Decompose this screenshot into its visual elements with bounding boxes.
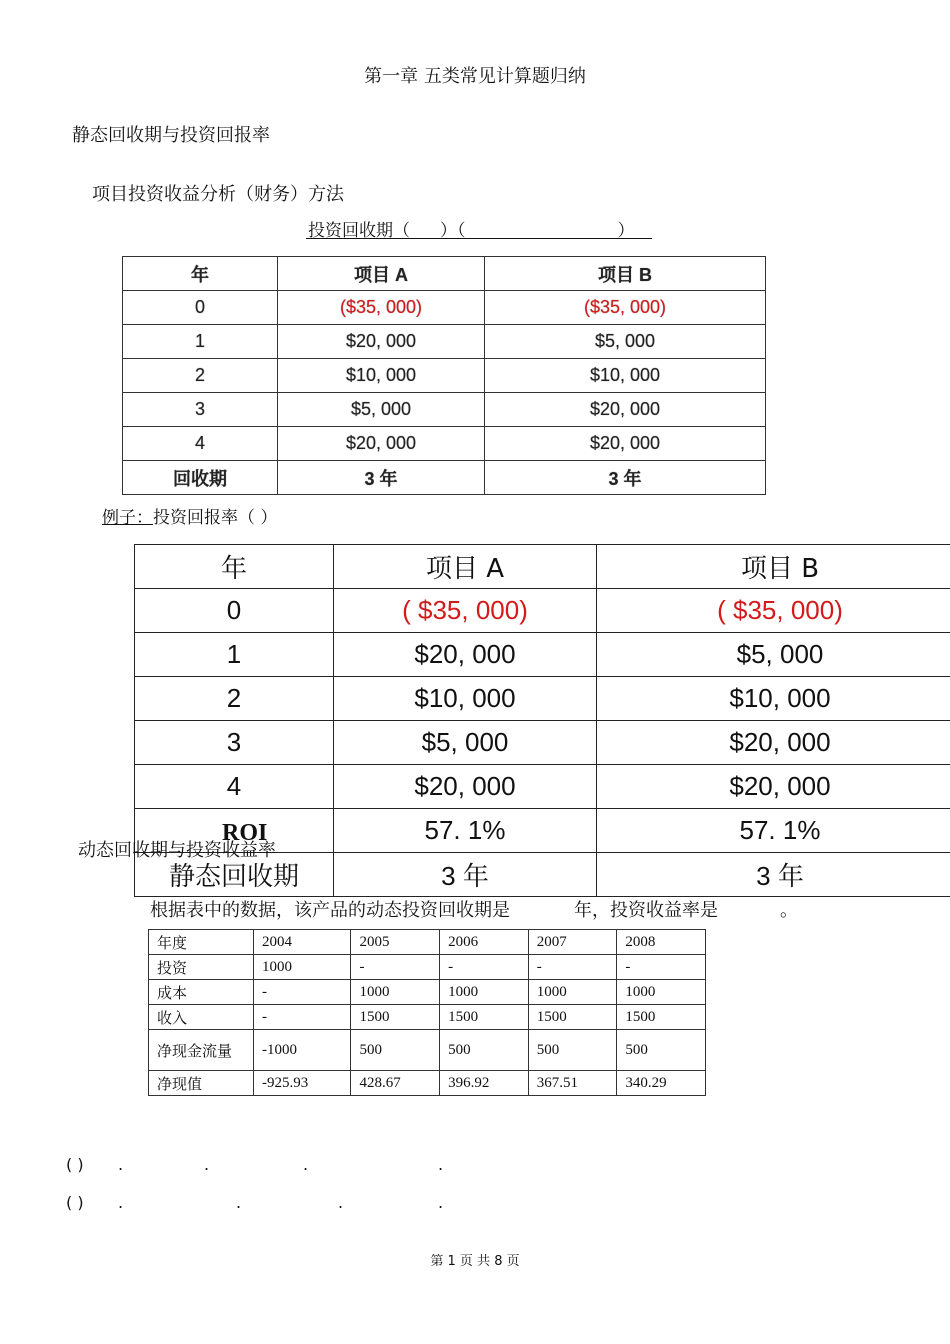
table-cell: $10, 000 bbox=[597, 677, 950, 721]
table-cell: 1500 bbox=[440, 1005, 529, 1030]
table-cell: 428.67 bbox=[351, 1071, 440, 1096]
table-header-cell: 项目 A bbox=[334, 545, 597, 589]
option-dot: . bbox=[236, 1193, 242, 1212]
table-row bbox=[135, 721, 950, 765]
table-cell: 500 bbox=[440, 1030, 529, 1071]
table-cell: 静态回收期 bbox=[135, 853, 334, 897]
table-cell: 3 年 bbox=[334, 853, 597, 897]
option-dot: . bbox=[438, 1155, 444, 1174]
table-cell: $10, 000 bbox=[334, 677, 597, 721]
table-cell: - bbox=[528, 955, 617, 980]
payback-mid: ）（ bbox=[440, 221, 466, 241]
table-header-cell: 项目 A bbox=[278, 257, 485, 291]
table-cell: $20, 000 bbox=[334, 765, 597, 809]
table-cell: 3 bbox=[123, 393, 278, 427]
table-header-row bbox=[123, 257, 766, 291]
question-part1: 根据表中的数据，该产品的动态投资回收期是 bbox=[150, 900, 510, 921]
table-cell: 3 年 bbox=[485, 461, 766, 495]
table-cell: 500 bbox=[351, 1030, 440, 1071]
section-heading-static: 静态回收期与投资回报率 bbox=[72, 125, 270, 146]
table-cell: $5, 000 bbox=[334, 721, 597, 765]
table-header-cell: 2008 bbox=[617, 930, 706, 955]
table-header-cell: 年度 bbox=[149, 930, 254, 955]
table-cell: 成本 bbox=[149, 980, 254, 1005]
table-cell: 396.92 bbox=[440, 1071, 529, 1096]
table-cell: $5, 000 bbox=[597, 633, 950, 677]
table-cell: $20, 000 bbox=[597, 721, 950, 765]
table-cell: $5, 000 bbox=[278, 393, 485, 427]
table-cell: $20, 000 bbox=[334, 633, 597, 677]
table-row bbox=[149, 1005, 706, 1030]
table-row bbox=[135, 589, 950, 633]
option-dot: . bbox=[438, 1193, 444, 1212]
table-cell: 1000 bbox=[351, 980, 440, 1005]
table-cell: 57. 1% bbox=[334, 809, 597, 853]
table-header-cell: 2005 bbox=[351, 930, 440, 955]
table-row bbox=[135, 633, 950, 677]
table-row bbox=[135, 765, 950, 809]
table-row bbox=[149, 955, 706, 980]
table-cell-negative: ( $35, 000) bbox=[597, 589, 950, 633]
table-row bbox=[123, 393, 766, 427]
option-bracket: ( ) bbox=[66, 1155, 84, 1174]
table-cell: 0 bbox=[135, 589, 334, 633]
table-cell: 3 bbox=[135, 721, 334, 765]
table-header-cell: 项目 B bbox=[485, 257, 766, 291]
table-header-row bbox=[149, 930, 706, 955]
option-dot: . bbox=[118, 1155, 124, 1174]
table-row bbox=[135, 677, 950, 721]
table-header-cell: 2007 bbox=[528, 930, 617, 955]
table-row bbox=[123, 461, 766, 495]
table-cell: 1 bbox=[135, 633, 334, 677]
table-cell: 3 年 bbox=[278, 461, 485, 495]
option-dot: . bbox=[303, 1155, 309, 1174]
table-cell: - bbox=[440, 955, 529, 980]
table-cell: 367.51 bbox=[528, 1071, 617, 1096]
section-heading-dynamic: 动态回收期与投资收益率 bbox=[78, 840, 276, 861]
table-header-cell: 年 bbox=[135, 545, 334, 589]
payback-end: ） bbox=[617, 221, 635, 241]
table-cell: 投资 bbox=[149, 955, 254, 980]
question-part2: 年，投资收益率是 bbox=[574, 900, 718, 921]
table-cell: $20, 000 bbox=[278, 427, 485, 461]
table-cell-negative: ($35, 000) bbox=[485, 291, 766, 325]
table-cell: 57. 1% bbox=[597, 809, 950, 853]
table-header-cell: 2006 bbox=[440, 930, 529, 955]
table-cell: 2 bbox=[135, 677, 334, 721]
table-cell: 回收期 bbox=[123, 461, 278, 495]
table-row bbox=[123, 427, 766, 461]
table-cell: 1 bbox=[123, 325, 278, 359]
table-cell: $20, 000 bbox=[278, 325, 485, 359]
option-dot: . bbox=[204, 1155, 210, 1174]
table-cell: 1000 bbox=[254, 955, 351, 980]
table-cell: $20, 000 bbox=[485, 393, 766, 427]
option-dot: . bbox=[338, 1193, 344, 1212]
table-cell: $10, 000 bbox=[278, 359, 485, 393]
option-dot: . bbox=[118, 1193, 124, 1212]
question-part3: 。 bbox=[780, 900, 798, 921]
table-cell: -1000 bbox=[254, 1030, 351, 1071]
npv-table bbox=[148, 929, 706, 1096]
table-cell: 净现金流量 bbox=[149, 1030, 254, 1071]
page-footer: 第 1 页 共 8 页 bbox=[430, 1254, 520, 1269]
table-cell: $5, 000 bbox=[485, 325, 766, 359]
table-cell: 500 bbox=[528, 1030, 617, 1071]
table-header-cell: 年 bbox=[123, 257, 278, 291]
table-row bbox=[149, 1030, 706, 1071]
table-cell: 1000 bbox=[440, 980, 529, 1005]
table-cell: $20, 000 bbox=[485, 427, 766, 461]
payback-table bbox=[122, 256, 766, 495]
example-text: 投资回报率（ ） bbox=[153, 508, 278, 528]
table-header-cell: 2004 bbox=[254, 930, 351, 955]
example-label: 例子： bbox=[102, 508, 153, 528]
subsection-heading: 项目投资收益分析（财务）方法 bbox=[92, 184, 344, 205]
table-cell: 1500 bbox=[528, 1005, 617, 1030]
table-cell: - bbox=[617, 955, 706, 980]
payback-underline bbox=[306, 238, 652, 239]
table-cell: 2 bbox=[123, 359, 278, 393]
example-line bbox=[102, 503, 277, 528]
table-cell: $20, 000 bbox=[597, 765, 950, 809]
table-cell: - bbox=[351, 955, 440, 980]
question-text bbox=[150, 896, 798, 922]
table-cell: 500 bbox=[617, 1030, 706, 1071]
table-header-cell: 项目 B bbox=[597, 545, 950, 589]
table-row bbox=[149, 1071, 706, 1096]
table-cell-negative: ( $35, 000) bbox=[334, 589, 597, 633]
table-cell-negative: ($35, 000) bbox=[278, 291, 485, 325]
table-cell: -925.93 bbox=[254, 1071, 351, 1096]
table-cell: 1500 bbox=[351, 1005, 440, 1030]
table-cell: 1500 bbox=[617, 1005, 706, 1030]
table-row bbox=[149, 980, 706, 1005]
table-cell: - bbox=[254, 980, 351, 1005]
table-cell: 340.29 bbox=[617, 1071, 706, 1096]
payback-label: 投资回收期（ bbox=[308, 221, 410, 241]
table-cell: - bbox=[254, 1005, 351, 1030]
table-cell: 收入 bbox=[149, 1005, 254, 1030]
table-cell: 4 bbox=[135, 765, 334, 809]
table-cell: 4 bbox=[123, 427, 278, 461]
table-cell: $10, 000 bbox=[485, 359, 766, 393]
table-header-row bbox=[135, 545, 950, 589]
table-cell: 3 年 bbox=[597, 853, 950, 897]
roi-label: ROI bbox=[222, 820, 268, 846]
table-row bbox=[123, 291, 766, 325]
table-row bbox=[123, 325, 766, 359]
table-row bbox=[123, 359, 766, 393]
option-bracket: ( ) bbox=[66, 1193, 84, 1212]
table-cell: 1000 bbox=[617, 980, 706, 1005]
table-cell: 净现值 bbox=[149, 1071, 254, 1096]
table-cell: 1000 bbox=[528, 980, 617, 1005]
table-cell: 0 bbox=[123, 291, 278, 325]
page-title: 第一章 五类常见计算题归纳 bbox=[364, 66, 586, 87]
